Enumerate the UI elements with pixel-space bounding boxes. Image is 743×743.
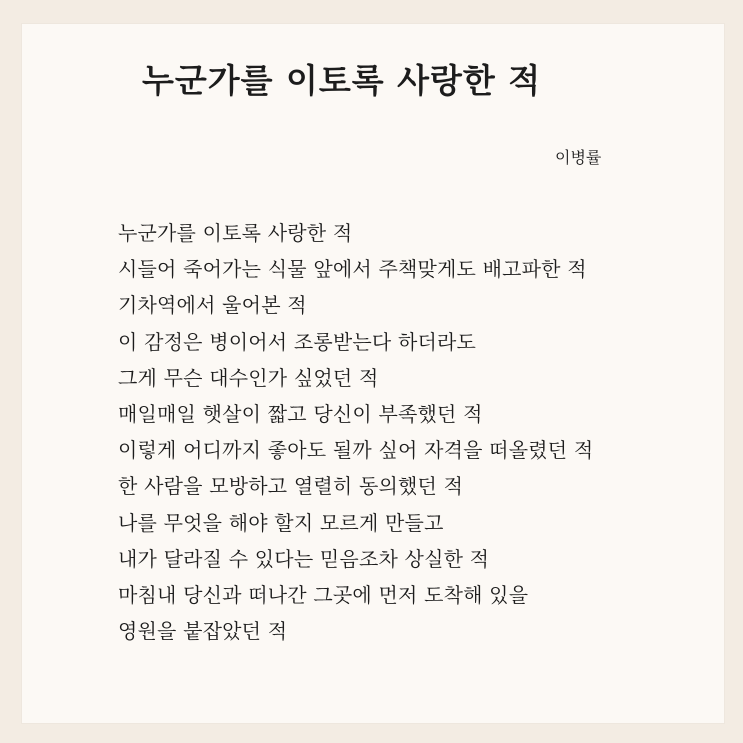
poem-line: 영원을 붙잡았던 적 [118,619,288,644]
poem-line: 기차역에서 울어본 적 [118,293,307,318]
poem-line: 나를 무엇을 해야 할지 모르게 만들고 [118,510,444,535]
poem-line: 누군가를 이토록 사랑한 적 [118,221,353,245]
poem-line: 매일매일 햇살이 짧고 당신이 부족했던 적 [118,401,483,426]
poem-author: 이병률 [555,148,602,167]
poem-line: 이렇게 어디까지 좋아도 될까 싶어 자격을 떠올렸던 적 [118,438,594,463]
poem-line: 한 사람을 모방하고 열렬히 동의했던 적 [118,474,464,499]
poem-line: 마침내 당신과 떠나간 그곳에 먼저 도착해 있을 [118,582,529,607]
poem-line: 그게 무슨 대수인가 싶었던 적 [118,365,379,390]
poem-line: 내가 달라질 수 있다는 믿음조차 상실한 적 [118,546,490,571]
poem-title: 누군가를 이토록 사랑한 적 [142,61,542,100]
poem-line: 시들어 죽어가는 식물 앞에서 주책맞게도 배고파한 적 [118,257,587,282]
poem-line: 이 감정은 병이어서 조롱받는다 하더라도 [118,329,477,354]
poem-body [118,215,593,649]
